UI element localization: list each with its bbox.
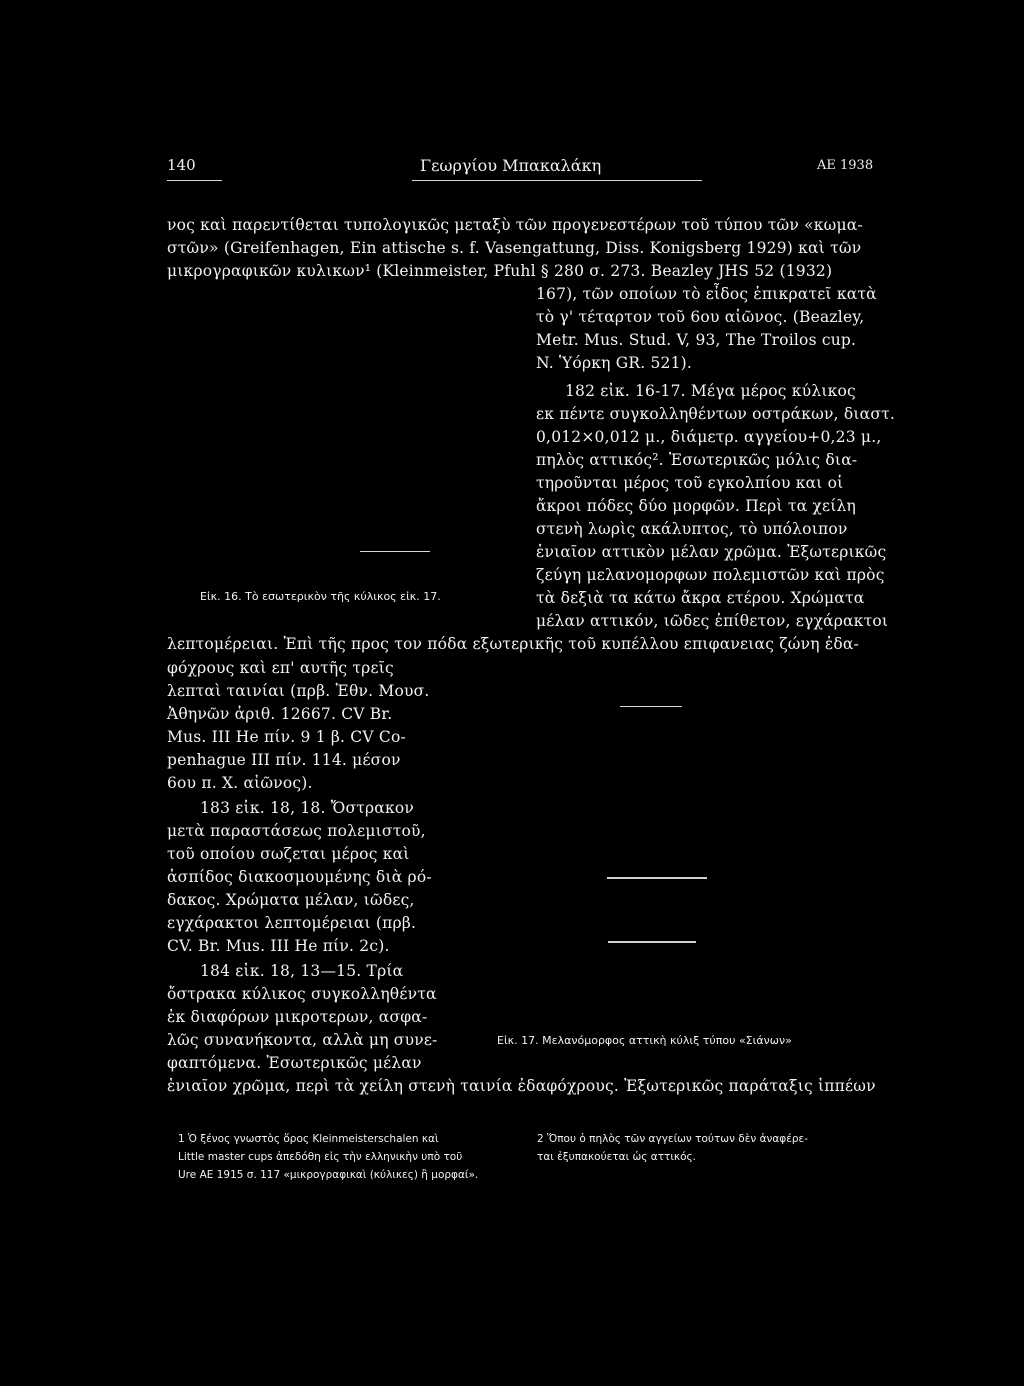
footnote-1 bbox=[178, 1130, 478, 1184]
figure-17-fragment bbox=[608, 941, 696, 943]
text-line: ἀσπίδος διακοσμουμένης διὰ ρό- bbox=[167, 868, 432, 886]
text-line: penhague III πίν. 114. μέσον bbox=[167, 751, 401, 769]
footnote-1-line: 1 Ὁ ξένος γνωστὸς ὅρος Kleinmeisterschalen καὶ bbox=[178, 1133, 439, 1145]
header-rule-left bbox=[167, 180, 222, 181]
figure-16-mark bbox=[360, 551, 430, 552]
text-line: Mus. III He πίν. 9 1 β. CV Co- bbox=[167, 728, 406, 746]
text-line: εκ πέντε συγκολληθέντων οστράκων, διαστ. bbox=[536, 405, 896, 423]
text-line: 6ου π. Χ. αἰῶνος). bbox=[167, 774, 313, 792]
text-line: ὄστρακα κύλικος συγκολληθέντα bbox=[167, 985, 437, 1003]
text-line: εγχάρακτοι λεπτομέρειαι (πρβ. bbox=[167, 914, 417, 932]
text-line: λεπταὶ ταινίαι (πρβ. Ἐθν. Μουσ. bbox=[167, 682, 430, 700]
text-line: CV. Br. Mus. III He πίν. 2c). bbox=[167, 937, 390, 955]
text-line: μικρογραφικῶν κυλικων¹ (Kleinmeister, Pfuhl § 280 σ. 273. Beazley JHS 52 (1932) bbox=[167, 262, 833, 280]
journal-ref: ΑΕ 1938 bbox=[817, 158, 874, 173]
text-line: 167), τῶν οποίων τὸ εἶδος ἐπικρατεῖ κατὰ bbox=[536, 285, 877, 303]
text-line: ἑνιαῖον χρῶμα, περὶ τὰ χείλη στενὴ ταινία ἐδαφόχρους. Ἐξωτερικῶς παράταξις ἱππέων bbox=[167, 1077, 876, 1095]
text-line: τὰ δεξιὰ τα κάτω ἄκρα ετέρου. Χρώματα bbox=[536, 589, 865, 607]
text-line: 183 εἰκ. 18, 18. Ὄστρακον bbox=[200, 799, 415, 817]
text-line: μέλαν αττικόν, ιῶδες ἐπίθετον, εγχάρακτοι bbox=[536, 612, 889, 630]
running-title: Γεωργίου Μπακαλάκη bbox=[420, 156, 602, 175]
text-line: μετὰ παραστάσεως πολεμιστοῦ, bbox=[167, 822, 426, 840]
text-line: 182 εἰκ. 16-17. Μέγα μέρος κύλικος bbox=[565, 382, 856, 400]
text-line: νος καὶ παρεντίθεται τυπολογικῶς μεταξὺ τῶν προγενεστέρων τοῦ τύπου τῶν «κωμα- bbox=[167, 216, 863, 234]
footnote-1-line: Little master cups ἀπεδόθη εἰς τὴν ελληνικὴν υπὸ τοῦ bbox=[178, 1151, 463, 1163]
text-line: τηροῦνται μέρος τοῦ εγκολπίου και οἱ bbox=[536, 474, 844, 492]
text-line: ἄκροι πόδες δύο μορφῶν. Περὶ τα χείλη bbox=[536, 497, 857, 515]
text-line: δακος. Χρώματα μέλαν, ιῶδες, bbox=[167, 891, 415, 909]
text-line: φαπτόμενα. Ἐσωτερικῶς μέλαν bbox=[167, 1054, 422, 1072]
text-line: στενὴ λωρὶς ακάλυπτος, τὸ υπόλοιπον bbox=[536, 520, 848, 538]
caption-fig-16: Εἰκ. 16. Τὸ εσωτερικὸν τῆς κύλικος εἰκ. 17. bbox=[200, 590, 441, 603]
text-line: λεπτομέρειαι. Ἐπὶ τῆς προς τον πόδα εξωτερικῆς τοῦ κυπέλλου επιφανειας ζώνη ἐδα- bbox=[167, 635, 860, 653]
footnote-2-line: ται ἐξυπακούεται ὡς αττικός. bbox=[537, 1151, 697, 1163]
footnote-2-line: 2 Ὅπου ὁ πηλὸς τῶν αγγείων τούτων δὲν ἀναφέρε- bbox=[537, 1133, 809, 1145]
text-line: ἐκ διαφόρων μικροτερων, ασφα- bbox=[167, 1008, 428, 1026]
figure-17-mark bbox=[620, 706, 682, 707]
text-line: ζεύγη μελανομορφων πολεμιστῶν καὶ πρὸς bbox=[536, 566, 885, 584]
figure-17-fragment bbox=[607, 877, 707, 879]
text-line: φόχρους καὶ επ' αυτῆς τρεῖς bbox=[167, 659, 394, 677]
text-line: 184 εἰκ. 18, 13—15. Τρία bbox=[200, 962, 404, 980]
text-line: τὸ γ' τέταρτον τοῦ 6ου αἰῶνος. (Beazley, bbox=[536, 308, 865, 326]
text-line: ἑνιαῖον αττικὸν μέλαν χρῶμα. Ἐξωτερικῶς bbox=[536, 543, 887, 561]
page-number: 140 bbox=[167, 156, 196, 174]
text-line: Metr. Mus. Stud. V, 93, The Troilos cup. bbox=[536, 331, 857, 349]
text-line: Ἀθηνῶν ἀριθ. 12667. CV Br. bbox=[167, 705, 393, 723]
text-line: 0,012×0,012 μ., διάμετρ. αγγείου+0,23 μ., bbox=[536, 428, 882, 446]
caption-fig-17: Εἰκ. 17. Μελανόμορφος αττικὴ κύλιξ τύπου «Σιάνων» bbox=[497, 1034, 792, 1047]
header-rule-center bbox=[412, 180, 702, 181]
text-line: πηλὸς αττικός². Ἐσωτερικῶς μόλις δια- bbox=[536, 451, 858, 469]
footnote-1-line: Ure ΑΕ 1915 σ. 117 «μικρογραφικαὶ (κύλικες) ἢ μορφαί». bbox=[178, 1169, 479, 1181]
text-line: στῶν» (Greifenhagen, Ein attische s. f. Vasengattung, Diss. Konigsberg 1929) καὶ τῶν bbox=[167, 239, 862, 257]
footnote-2 bbox=[537, 1130, 808, 1166]
text-line: λῶς συνανήκοντα, αλλὰ μη συνε- bbox=[167, 1031, 438, 1049]
text-line: N. Ὑόρκη GR. 521). bbox=[536, 354, 693, 372]
text-line: τοῦ οποίου σωζεται μέρος καὶ bbox=[167, 845, 410, 863]
